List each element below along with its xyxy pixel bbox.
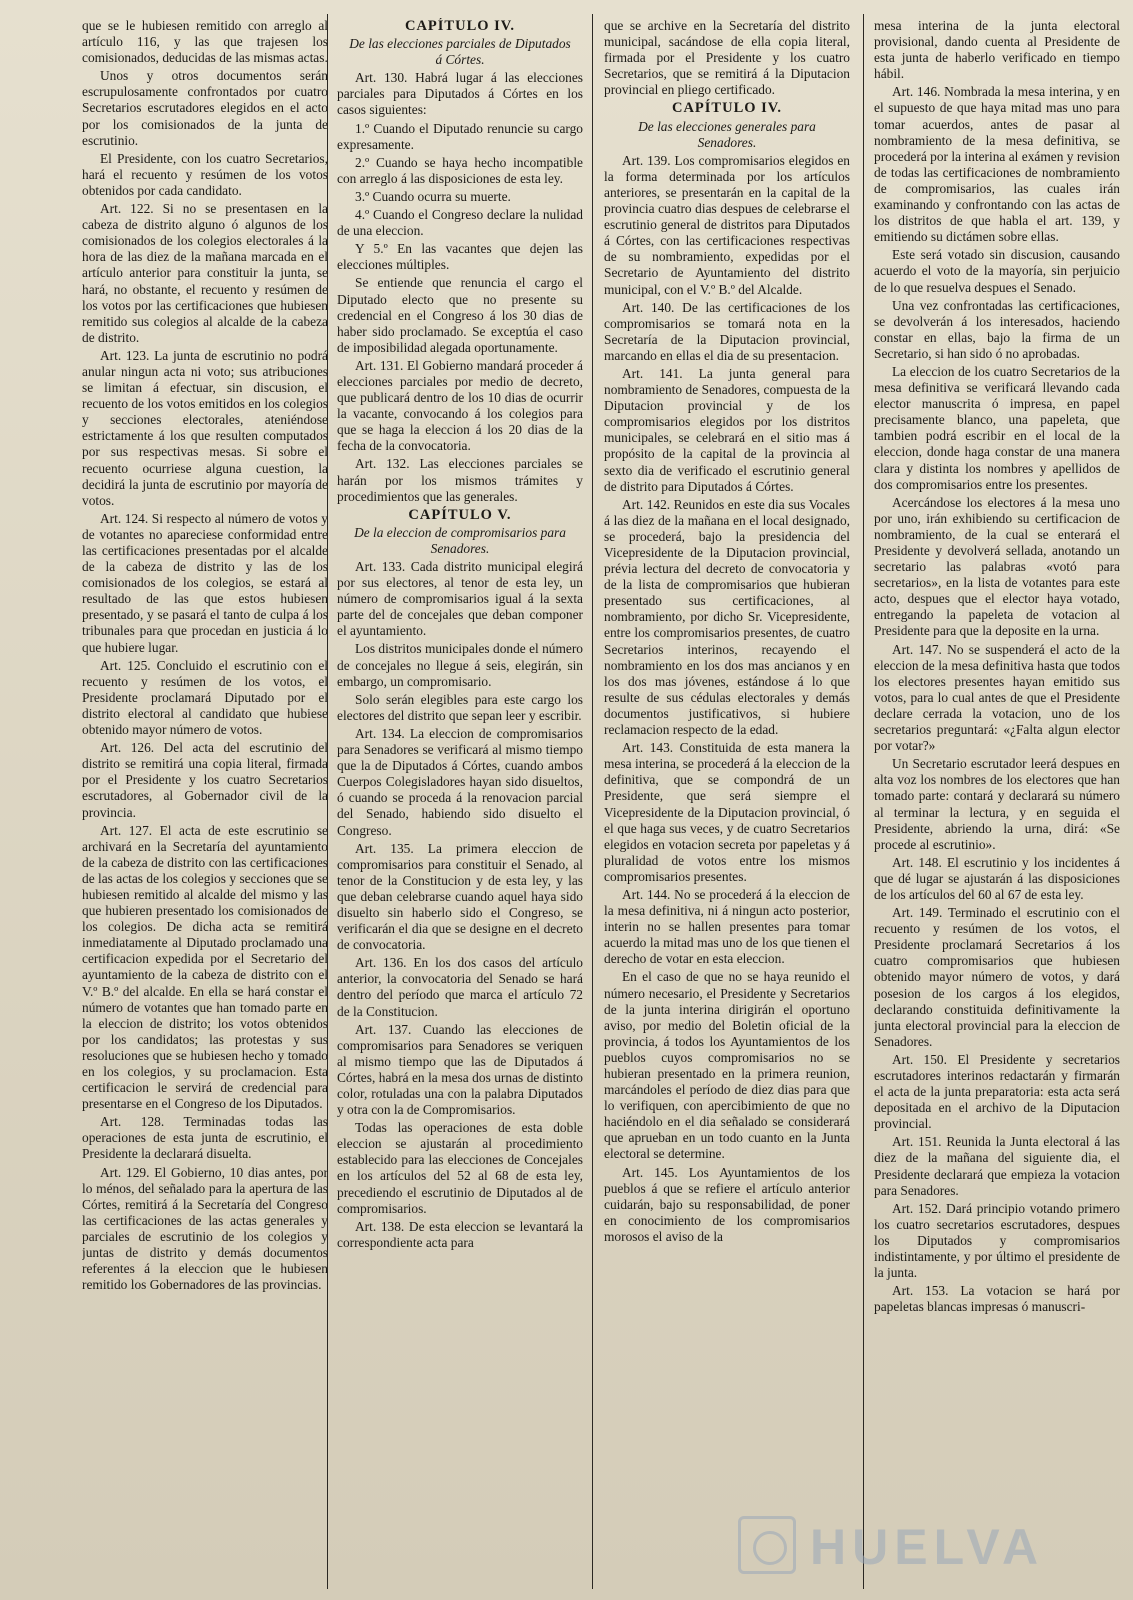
text-column-1 <box>82 18 328 1588</box>
article-paragraph: Art. 133. Cada distrito municipal elegirá por sus electores, al tenor de esta ley, un número de compromisarios igual á la sexta parte del de concejales que deban componer el ayuntamiento. <box>337 559 583 639</box>
text-paragraph: Este será votado sin discusion, causando acuerdo el voto de la mayoría, sin perjuicio de lo que resuelva despues el Senado. <box>874 247 1120 295</box>
text-paragraph: que se le hubiesen remitido con arreglo al artículo 116, y las que trajesen los comisionados, deducidas de las mismas actas. <box>82 18 328 66</box>
text-paragraph: 2.º Cuando se haya hecho incompatible con arreglo á las disposiciones de esta ley. <box>337 154 583 186</box>
article-paragraph: Art. 129. El Gobierno, 10 dias antes, por lo ménos, del señalado para la apertura de las Córtes, remitirá á la Secretaría del Congreso las certificaciones de las actas generales y parciales de escrutinio de los colegios y juntas de distrito y demás documentos referentes á la eleccion que le hubiesen remitido los Gobernadores de las provincias. <box>82 1164 328 1293</box>
article-paragraph: Art. 135. La primera eleccion de compromisarios para constituir el Senado, al tenor de la Constitucion y de esta ley, y las que deban celebrarse cuando aquel haya sido disuelto sin haberlo sido el Congreso, se verificarán el dia que se designe en el decreto de convocatoria. <box>337 840 583 953</box>
article-paragraph: Art. 148. El escrutinio y los incidentes á que dé lugar se ajustarán á las disposiciones de los artículos del 60 al 67 de esta ley. <box>874 854 1120 902</box>
article-paragraph: Art. 124. Si respecto al número de votos y de votantes no apareciese conformidad entre las certificaciones presentadas por el alcalde de la cabeza de distrito y las de los comisionados de los colegios, se estará al resultado de las que estos hubiesen presentado, y se pasará el tanto de culpa á los tribunales para que procedan en justicia á lo que hubiere lugar. <box>82 510 328 655</box>
watermark-text: HUELVA <box>810 1519 1045 1575</box>
text-paragraph: 3.º Cuando ocurra su muerte. <box>355 188 511 204</box>
article-paragraph: Art. 145. Los Ayuntamientos de los pueblos á que se refiere el artículo anterior cuidarán, bajo su responsabilidad, de poner en conocimiento de los compromisarios morosos el aviso de la <box>604 1164 850 1244</box>
text-paragraph: Acercándose los electores á la mesa uno por uno, irán exhibiendo su certificacion de nombramiento, de la cual se enterará el Presidente y devolverá sellada, anotando un secretario las palabras «votó para secretarios», en la lista de votantes para este acto, despues que el elector haya votado, entregando la papeleta de votacion al Presidente para que la deposite en la urna. <box>874 494 1120 639</box>
article-paragraph: Art. 134. La eleccion de compromisarios para Senadores se verificará al mismo tiempo que la de Diputados á Córtes, cuando ambos Cuerpos Colegisladores hayan sido disueltos, ó cuando se proceda á la renovacion parcial del Senado, habiendo sido disuelto el Congreso. <box>337 725 583 838</box>
article-paragraph: Art. 141. La junta general para nombramiento de Senadores, compuesta de la Diputacion provincial y de los compromisarios elegidos por los distritos municipales, se celebrará en el sitio mas á propósito de la capital de la provincia al sexto dia de verificado el escrutinio general de distrito para Diputados á Córtes. <box>604 365 850 494</box>
article-paragraph: Art. 140. De las certificaciones de los compromisarios se tomará nota en la Secretaría de la Diputacion provincial, marcando en ellas el dia de su presentacion. <box>604 299 850 363</box>
chapter-subtitle: De las elecciones generales para Senadores. <box>638 118 816 150</box>
article-paragraph: Art. 146. Nombrada la mesa interina, y en el supuesto de que haya mitad mas uno para tomar acuerdos, antes de pasar al nombramiento de la mesa definitiva, se procederá por la interina al exámen y revision de todas las certificaciones de nombramiento de compromisarios, las cuales irán examinando y confrontando con las actas de los distritos de que habla el art. 139, y emitiendo su dictámen sobre ellas. <box>874 84 1120 245</box>
article-paragraph: Art. 153. La votacion se hará por papeletas blancas impresas ó manuscri- <box>874 1283 1120 1315</box>
text-paragraph: 1.º Cuando el Diputado renuncie su cargo expresamente. <box>337 120 583 152</box>
article-paragraph: Art. 152. Dará principio votando primero los cuatro secretarios escrutadores, despues los Diputados y compromisarios indistintamente, y por último el presidente de la junta. <box>874 1200 1120 1281</box>
text-paragraph: En el caso de que no se haya reunido el número necesario, el Presidente y Secretarios de la junta interina dirigirán el oportuno aviso, por medio del Boletin oficial de la provincia, á todos los Ayuntamientos de los pueblos cuyos compromisarios no se hubieran presentado en la primera reunion, marcándoles el período de diez dias para que lo verifiquen, con apercibimiento de que no haciéndolo en el dia señalado se considerará que aprueban en un todo cuanto en la Junta electoral se determine. <box>604 969 850 1162</box>
chapter-subtitle: De la eleccion de compromisarios para Senadores. <box>354 524 566 556</box>
text-paragraph: Los distritos municipales donde el número de concejales no llegue á seis, elegirán, sin embargo, un compromisario. <box>337 641 583 689</box>
article-paragraph: Art. 122. Si no se presentasen en la cabeza de distrito alguno ó algunos de los comisionados de los colegios electorales á la hora de las diez de la mañana marcada en el artículo anterior para constituir la junta, se hará, no obstante, el recuento y resúmen de los votos por las certificaciones que hubiesen remitido sus colegios al alcalde de la cabeza de distrito. <box>82 201 328 345</box>
text-paragraph: Unos y otros documentos serán escrupulosamente confrontados por cuatro Secretarios escrutadores elegidos en el acto por los comisionados de la junta de escrutinio. <box>82 68 328 148</box>
text-paragraph: Se entiende que renuncia el cargo el Diputado electo que no presente su credencial en el Congreso á los 30 dias de haber sido proclamado. Se exceptúa el caso de imposibilidad alegada oportunamente. <box>337 275 583 355</box>
text-column-4 <box>874 18 1120 1588</box>
text-paragraph: 4.º Cuando el Congreso declare la nulidad de una eleccion. <box>337 207 583 239</box>
text-paragraph: Una vez confrontadas las certificaciones, se devolverán á los interesados, haciendo constar en ellas, bajo la firma de un Secretario, si han sido ó no aprobadas. <box>874 297 1120 361</box>
chapter-heading: CAPÍTULO IV. <box>404 18 516 34</box>
article-paragraph: Art. 143. Constituida de esta manera la mesa interina, se procederá á la eleccion de la definitiva, que se compondrá de un Presidente, que será siempre el Vicepresidente de la Diputacion provincial, ó el que haga sus veces, y de cuatro Secretarios elegidos en votacion secreta por papeletas y á pluralidad de votos entre los mismos compromisarios presentes. <box>604 740 850 884</box>
article-paragraph: Art. 130. Habrá lugar á las elecciones parciales para Diputados á Córtes en los casos siguientes: <box>337 70 583 118</box>
article-paragraph: Art. 125. Concluido el escrutinio con el recuento y resúmen de los votos, el Presidente proclamará Diputado por el distrito electoral al candidato que hubiese obtenido mayor número de votos. <box>82 657 328 738</box>
text-paragraph: Y 5.º En las vacantes que dejen las elecciones múltiples. <box>337 241 583 273</box>
article-paragraph: Art. 126. Del acta del escrutinio del distrito se remitirá una copia literal, firmada por el Presidente y los cuatro Secretarios escrutadores, al Gobernador civil de la provincia. <box>82 740 328 820</box>
text-paragraph: mesa interina de la junta electoral provisional, dando cuenta al Presidente de esta junta de haberlo verificado en tiempo hábil. <box>874 18 1120 82</box>
text-paragraph: Un Secretario escrutador leerá despues en alta voz los nombres de los electores que han tomado parte: contará y declarará su número al terminar la lectura, y en seguida el Presidente, abriendo la urna, dirá: «Se procede al escrutinio». <box>874 756 1120 852</box>
article-paragraph: Art. 138. De esta eleccion se levantará la correspondiente acta para <box>337 1218 583 1250</box>
chapter-heading: CAPÍTULO IV. <box>671 100 783 117</box>
article-paragraph: Art. 144. No se procederá á la eleccion de la mesa definitiva, ni á ningun acto posterior, interin no se hallen presentes para tomar acuerdo la mitad mas uno de los que tienen el derecho de votar en esta eleccion. <box>604 886 850 967</box>
text-paragraph: Todas las operaciones de esta doble eleccion se ajustarán al procedimiento establecido para las elecciones de Concejales en los artículos del 52 al 68 de esta ley, precediendo el escrutinio de Diputados al de compromisarios. <box>337 1120 583 1216</box>
text-paragraph: El Presidente, con los cuatro Secretarios, hará el recuento y resúmen de los votos obtenidos por cada candidato. <box>82 150 328 198</box>
text-paragraph: que se archive en la Secretaría del distrito municipal, sacándose de ella copia literal, firmada por el Presidente y los cuatro Secretarios, que se remitirá á la Diputacion provincial en pliego certificado. <box>604 18 850 98</box>
column-rule <box>592 14 593 1589</box>
article-paragraph: Art. 128. Terminadas todas las operaciones de esta junta de escrutinio, el Presidente la declarará disuelta. <box>82 1114 328 1162</box>
archive-watermark <box>738 1512 1068 1582</box>
article-paragraph: Art. 132. Las elecciones parciales se harán por los mismos trámites y procedimientos que las generales. <box>337 456 583 504</box>
text-paragraph: Solo serán elegibles para este cargo los electores del distrito que sepan leer y escribir. <box>337 691 583 723</box>
article-paragraph: Art. 136. En los dos casos del artículo anterior, la convocatoria del Senado se hará dentro del período que marca el artículo 72 de la Constitucion. <box>337 955 583 1019</box>
chapter-subtitle: De las elecciones parciales de Diputados á Córtes. <box>349 36 571 68</box>
article-paragraph: Art. 137. Cuando las elecciones de compromisarios para Senadores se veriquen al mismo tiempo que las de Diputados á Córtes, habrá en la mesa dos urnas de distinto color, rotuladas una con la palabra Diputados y otra con la de Compromisarios. <box>337 1021 583 1118</box>
column-rule <box>863 14 864 1589</box>
article-paragraph: Art. 151. Reunida la Junta electoral á las diez de la mañana del siguiente dia, el Presidente declarará que empieza la votacion para Senadores. <box>874 1134 1120 1198</box>
text-column-2 <box>337 18 583 1588</box>
article-paragraph: Art. 139. Los compromisarios elegidos en la forma determinada por los artículos anteriores, se presentarán en la capital de la provincia cuatro dias despues de celebrarse el escrutinio general de distritos para Diputados á Córtes, con las certificaciones respectivas de su nombramiento, expedidas por el Secretario de Ayuntamiento del distrito municipal, con el V.º B.º del Alcalde. <box>604 152 850 297</box>
article-paragraph: Art. 150. El Presidente y secretarios escrutadores interinos redactarán y firmarán el acta de la junta preparatoria: esta acta será depositada en el archivo de la Diputacion provincial. <box>874 1051 1120 1132</box>
article-paragraph: Art. 147. No se suspenderá el acto de la eleccion de la mesa definitiva hasta que todos los electores presentes hayan emitido sus votos, para lo cual antes de que el Presidente declare cerrada la votacion, uno de los secretarios preguntará: «¿Falta algun elector por votar?» <box>874 641 1120 754</box>
article-paragraph: Art. 142. Reunidos en este dia sus Vocales á las diez de la mañana en el local designado, se procederá, bajo la presidencia del Vicepresidente de la Diputacion provincial, prévia lectura del decreto de convocatoria y de la lista de compromisarios que hubieran presentado sus certificaciones, al nombramiento, por dicho Sr. Vicepresidente, entre los compromisarios presentes, de cuatro Secretarios interinos, recayendo el nombramiento en los dos mas ancianos y en los dos mas jóvenes, estándose á lo que resulte de sus cédulas electorales y demás documentos justificativos, si hubiere reclamacion respecto de la edad. <box>604 496 850 738</box>
chapter-heading: CAPÍTULO V. <box>408 506 512 523</box>
article-paragraph: Art. 131. El Gobierno mandará proceder á elecciones parciales por medio de decreto, que publicará dentro de los 10 dias de ocurrir la vacante, convocando á los colegios para que se haga la eleccion á los 20 dias de la fecha de la convocatoria. <box>337 357 583 454</box>
seal-icon <box>738 1516 796 1574</box>
article-paragraph: Art. 123. La junta de escrutinio no podrá anular ningun acta ni voto; sus atribuciones se limitan á efectuar, sin discusion, el recuento de los votos emitidos en los colegios y secciones electorales, ateniéndose estrictamente á los que resulten computados por sus respectivas mesas. Si sobre el recuento ocurriese alguna cuestion, la decidirá la junta de escrutinio por mayoría de votos. <box>82 347 328 508</box>
text-column-3 <box>604 18 850 1588</box>
text-paragraph: La eleccion de los cuatro Secretarios de la mesa definitiva se verificará llevando cada elector manuscrita ó impresa, en papel precisamente blanco, una papeleta, que tambien podrá escribir en el local de la eleccion, donde haga constar de una manera clara y distinta los nombres y apellidos de dos compromisarios entre los presentes. <box>874 363 1120 492</box>
article-paragraph: Art. 149. Terminado el escrutinio con el recuento y resúmen de los votos, el Presidente proclamará Secretarios á los cuatro compromisarios que hubiesen obtenido mayor número de votos, y dará posesion de los cargos á los elegidos, declarando constituida definitivamente la junta electoral provincial para la eleccion de Senadores. <box>874 905 1120 1049</box>
article-paragraph: Art. 127. El acta de este escrutinio se archivará en la Secretaría del ayuntamiento de la cabeza de distrito con las certificaciones de las actas de los colegios y secciones que se hubiesen remitido al alcalde del mismo y las que hubieren presentado los comisionados de los colegios. De dicha acta se remitirá inmediatamente al Diputado proclamado una certificacion expedida por el Secretario del ayuntamiento de la cabeza de distrito con el V.º B.º del alcalde. En ella se hará constar el número de votantes que han tomado parte en la eleccion de distrito; los votos obtenidos por los candidatos; las protestas y sus resoluciones que se hubiesen hecho y tomado en los colegios, y su proclamacion. Esta certificacion le servirá de credencial para presentarse en el Congreso de los Diputados. <box>82 822 328 1112</box>
